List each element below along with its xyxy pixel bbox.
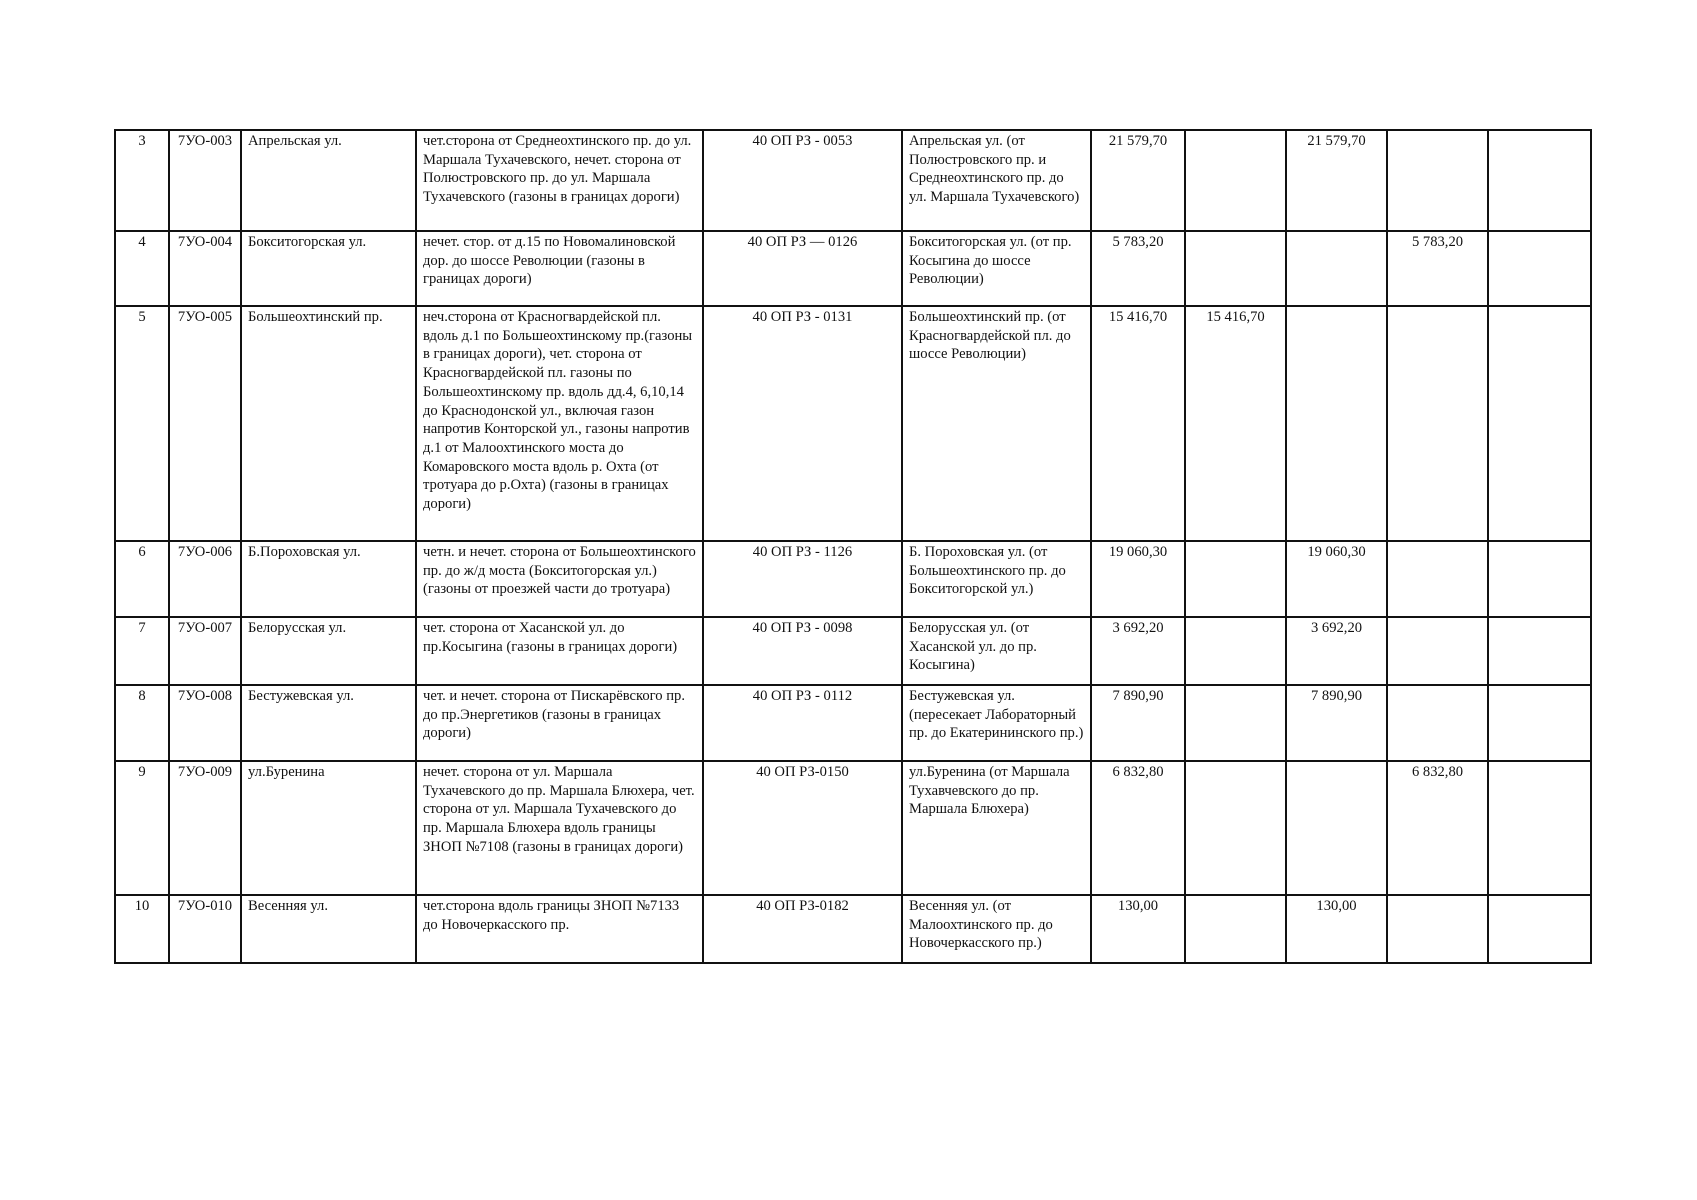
area-column-1 — [1185, 761, 1286, 895]
lawn-description: чет.сторона от Среднеохтинского пр. до ул. Маршала Тухачевского, нечет. сторона от Полюстровского пр. до ул. Маршала Тухачевского (газоны в границах дороги) — [416, 130, 703, 231]
area-column-2 — [1286, 306, 1387, 541]
lawn-description: неч.сторона от Красногвардейской пл. вдоль д.1 по Большеохтинскому пр.(газоны в границах дороги), чет. сторона от Красногвардейской пл. газоны по Большеохтинскому пр. вдоль дд.4, 6,10,14 до Краснодонской ул., включая газон напротив Конторской ул., газоны напротив д.1 от Малоохтинского моста до Комаровского моста вдоль р. Охта (от тротуара до р.Охта) (газоны в границах дороги) — [416, 306, 703, 541]
row-number: 9 — [115, 761, 169, 895]
table-row — [115, 541, 1591, 617]
object-code: 7УО-009 — [169, 761, 241, 895]
object-code: 7УО-007 — [169, 617, 241, 685]
table-row — [115, 761, 1591, 895]
area-column-4 — [1488, 895, 1591, 963]
street-name: Большеохтинский пр. — [241, 306, 416, 541]
object-code: 7УО-003 — [169, 130, 241, 231]
street-name: Бокситогорская ул. — [241, 231, 416, 306]
area-column-1 — [1185, 130, 1286, 231]
area-column-2 — [1286, 761, 1387, 895]
area-column-3 — [1387, 685, 1488, 761]
lawn-description: четн. и нечет. сторона от Большеохтинского пр. до ж/д моста (Бокситогорская ул.) (газоны от проезжей части до тротуара) — [416, 541, 703, 617]
area-column-1: 15 416,70 — [1185, 306, 1286, 541]
area-column-4 — [1488, 761, 1591, 895]
street-name: ул.Буренина — [241, 761, 416, 895]
street-name: Апрельская ул. — [241, 130, 416, 231]
area-column-2: 3 692,20 — [1286, 617, 1387, 685]
street-name: Б.Пороховская ул. — [241, 541, 416, 617]
area-column-3 — [1387, 541, 1488, 617]
area-total: 3 692,20 — [1091, 617, 1185, 685]
road-registry-number: 40 ОП РЗ - 0112 — [703, 685, 902, 761]
table-row — [115, 895, 1591, 963]
area-column-4 — [1488, 306, 1591, 541]
road-registry-description: Б. Пороховская ул. (от Большеохтинского пр. до Бокситогорской ул.) — [902, 541, 1091, 617]
area-column-2 — [1286, 231, 1387, 306]
area-column-2: 21 579,70 — [1286, 130, 1387, 231]
lawn-description: чет. и нечет. сторона от Пискарёвского пр. до пр.Энергетиков (газоны в границах дороги) — [416, 685, 703, 761]
area-column-3: 6 832,80 — [1387, 761, 1488, 895]
road-registry-number: 40 ОП РЗ - 0131 — [703, 306, 902, 541]
road-registry-description: ул.Буренина (от Маршала Тухавчевского до пр. Маршала Блюхера) — [902, 761, 1091, 895]
table-row — [115, 685, 1591, 761]
object-code: 7УО-010 — [169, 895, 241, 963]
area-column-3: 5 783,20 — [1387, 231, 1488, 306]
area-column-2: 130,00 — [1286, 895, 1387, 963]
object-code: 7УО-004 — [169, 231, 241, 306]
table-row — [115, 306, 1591, 541]
lawn-description: нечет. стор. от д.15 по Новомалиновской дор. до шоссе Революции (газоны в границах дороги) — [416, 231, 703, 306]
road-registry-description: Весенняя ул. (от Малоохтинского пр. до Новочеркасского пр.) — [902, 895, 1091, 963]
area-column-3 — [1387, 617, 1488, 685]
road-registry-number: 40 ОП РЗ — 0126 — [703, 231, 902, 306]
table-row — [115, 231, 1591, 306]
table-row — [115, 130, 1591, 231]
area-total: 21 579,70 — [1091, 130, 1185, 231]
area-column-2: 19 060,30 — [1286, 541, 1387, 617]
table-body — [115, 130, 1591, 963]
object-code: 7УО-005 — [169, 306, 241, 541]
road-registry-description: Белорусская ул. (от Хасанской ул. до пр. Косыгина) — [902, 617, 1091, 685]
area-column-4 — [1488, 685, 1591, 761]
area-column-1 — [1185, 541, 1286, 617]
area-column-4 — [1488, 617, 1591, 685]
area-column-1 — [1185, 895, 1286, 963]
object-code: 7УО-008 — [169, 685, 241, 761]
road-registry-number: 40 ОП РЗ-0150 — [703, 761, 902, 895]
row-number: 7 — [115, 617, 169, 685]
row-number: 3 — [115, 130, 169, 231]
row-number: 6 — [115, 541, 169, 617]
area-column-4 — [1488, 130, 1591, 231]
road-registry-description: Апрельская ул. (от Полюстровского пр. и Среднеохтинского пр. до ул. Маршала Тухачевского) — [902, 130, 1091, 231]
road-registry-number: 40 ОП РЗ - 0053 — [703, 130, 902, 231]
green-zones-table — [114, 129, 1592, 964]
road-registry-number: 40 ОП РЗ - 1126 — [703, 541, 902, 617]
area-total: 6 832,80 — [1091, 761, 1185, 895]
area-column-3 — [1387, 130, 1488, 231]
road-registry-description: Бокситогорская ул. (от пр. Косыгина до шоссе Революции) — [902, 231, 1091, 306]
lawn-description: чет. сторона от Хасанской ул. до пр.Косыгина (газоны в границах дороги) — [416, 617, 703, 685]
area-column-1 — [1185, 617, 1286, 685]
area-column-4 — [1488, 541, 1591, 617]
road-registry-description: Бестужевская ул. (пересекает Лабораторный пр. до Екатерининского пр.) — [902, 685, 1091, 761]
row-number: 8 — [115, 685, 169, 761]
area-total: 7 890,90 — [1091, 685, 1185, 761]
lawn-description: нечет. сторона от ул. Маршала Тухачевского до пр. Маршала Блюхера, чет. сторона от ул. Маршала Тухачевского до пр. Маршала Блюхера вдоль границы ЗНОП №7108 (газоны в границах дороги) — [416, 761, 703, 895]
area-column-4 — [1488, 231, 1591, 306]
street-name: Белорусская ул. — [241, 617, 416, 685]
road-registry-number: 40 ОП РЗ - 0098 — [703, 617, 902, 685]
road-registry-description: Большеохтинский пр. (от Красногвардейской пл. до шоссе Революции) — [902, 306, 1091, 541]
area-total: 19 060,30 — [1091, 541, 1185, 617]
area-column-1 — [1185, 685, 1286, 761]
area-total: 5 783,20 — [1091, 231, 1185, 306]
area-total: 15 416,70 — [1091, 306, 1185, 541]
area-column-2: 7 890,90 — [1286, 685, 1387, 761]
area-total: 130,00 — [1091, 895, 1185, 963]
area-column-3 — [1387, 306, 1488, 541]
street-name: Бестужевская ул. — [241, 685, 416, 761]
object-code: 7УО-006 — [169, 541, 241, 617]
row-number: 10 — [115, 895, 169, 963]
area-column-3 — [1387, 895, 1488, 963]
road-registry-number: 40 ОП РЗ-0182 — [703, 895, 902, 963]
lawn-description: чет.сторона вдоль границы ЗНОП №7133 до Новочеркасского пр. — [416, 895, 703, 963]
area-column-1 — [1185, 231, 1286, 306]
row-number: 4 — [115, 231, 169, 306]
row-number: 5 — [115, 306, 169, 541]
street-name: Весенняя ул. — [241, 895, 416, 963]
table-row — [115, 617, 1591, 685]
